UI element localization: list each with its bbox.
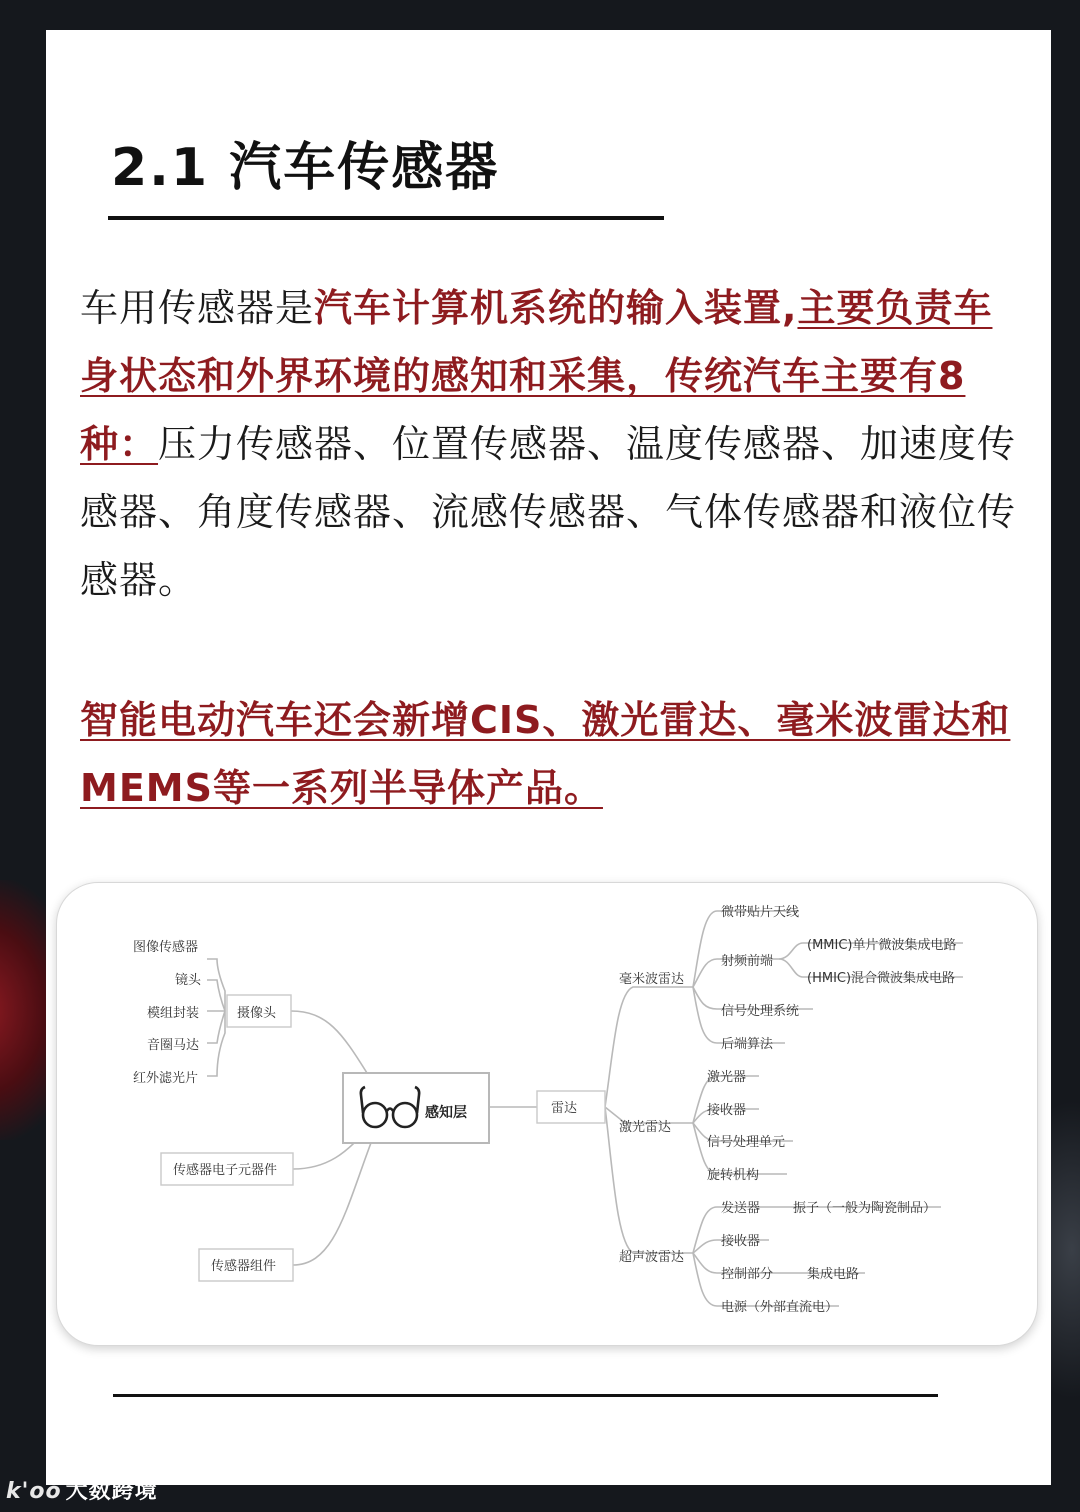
assembly-label: 传感器组件	[211, 1259, 277, 1274]
center-node-label: 感知层	[425, 1105, 467, 1121]
ultrasonic-oscillator: 振子（一般为陶瓷制品）	[793, 1201, 937, 1216]
smart-ev-text: 智能电动汽车还会新增CIS、激光雷达、毫米波雷达和MEMS等一系列半导体产品。	[80, 698, 1011, 810]
radar-node-label: 雷达	[551, 1101, 578, 1116]
camera-item-vcm: 音圈马达	[147, 1038, 200, 1053]
ultrasonic-receiver: 接收器	[721, 1234, 761, 1249]
lidar-rotation: 旋转机构	[707, 1168, 760, 1183]
lidar-laser: 激光器	[707, 1070, 747, 1085]
perception-mindmap	[56, 882, 1038, 1346]
intro-lead: 车用传感器是	[80, 286, 315, 330]
electronic-parts-label: 传感器电子元器件	[173, 1163, 278, 1178]
ultrasonic-transmitter: 发送器	[721, 1201, 761, 1216]
title-underline	[108, 216, 664, 220]
camera-item-module: 模组封装	[147, 1006, 200, 1021]
watermark-logo: k'oo	[6, 1479, 62, 1504]
lidar-signal-unit: 信号处理单元	[707, 1135, 786, 1150]
lidar-label: 激光雷达	[619, 1120, 672, 1135]
ultrasonic-power: 电源（外部直流电）	[721, 1300, 839, 1315]
mmwave-antenna: 微带贴片天线	[721, 905, 800, 920]
watermark-text: 大数跨境	[65, 1479, 158, 1504]
smart-ev-paragraph	[80, 686, 1020, 822]
ultrasonic-label: 超声波雷达	[619, 1250, 685, 1265]
mmwave-backend: 后端算法	[721, 1037, 774, 1052]
lidar-receiver: 接收器	[707, 1103, 747, 1118]
bottom-divider	[113, 1394, 938, 1397]
content-card	[46, 30, 1051, 1485]
mmwave-signal: 信号处理系统	[721, 1004, 800, 1019]
ultrasonic-control: 控制部分	[721, 1267, 774, 1282]
mmwave-rf-hmic: (HMIC)混合微波集成电路	[807, 971, 956, 986]
page-title: 2.1 汽车传感器	[111, 138, 500, 198]
intro-underlined: 主要负责车身状态和外界环境的感知和采集，传统汽车主要有8种：	[80, 286, 993, 466]
mindmap-canvas	[57, 883, 1037, 1345]
watermark	[6, 1474, 158, 1505]
ultrasonic-ic: 集成电路	[807, 1267, 860, 1282]
mmwave-rf-mmic: (MMIC)单片微波集成电路	[807, 938, 957, 953]
intro-highlight: 汽车计算机系统的输入装置,	[314, 286, 798, 330]
camera-item-image-sensor: 图像传感器	[133, 940, 199, 955]
intro-sensor-list: 压力传感器、位置传感器、温度传感器、加速度传感器、角度传感器、流感传感器、气体传感器和液位传感器。	[80, 422, 1017, 602]
mmwave-rf-frontend: 射频前端	[721, 954, 774, 969]
camera-node-label: 摄像头	[237, 1006, 277, 1021]
camera-item-lens: 镜头	[175, 973, 202, 988]
intro-paragraph	[80, 274, 1020, 614]
camera-item-ir-filter: 红外滤光片	[133, 1071, 199, 1086]
mmwave-label: 毫米波雷达	[619, 972, 685, 987]
